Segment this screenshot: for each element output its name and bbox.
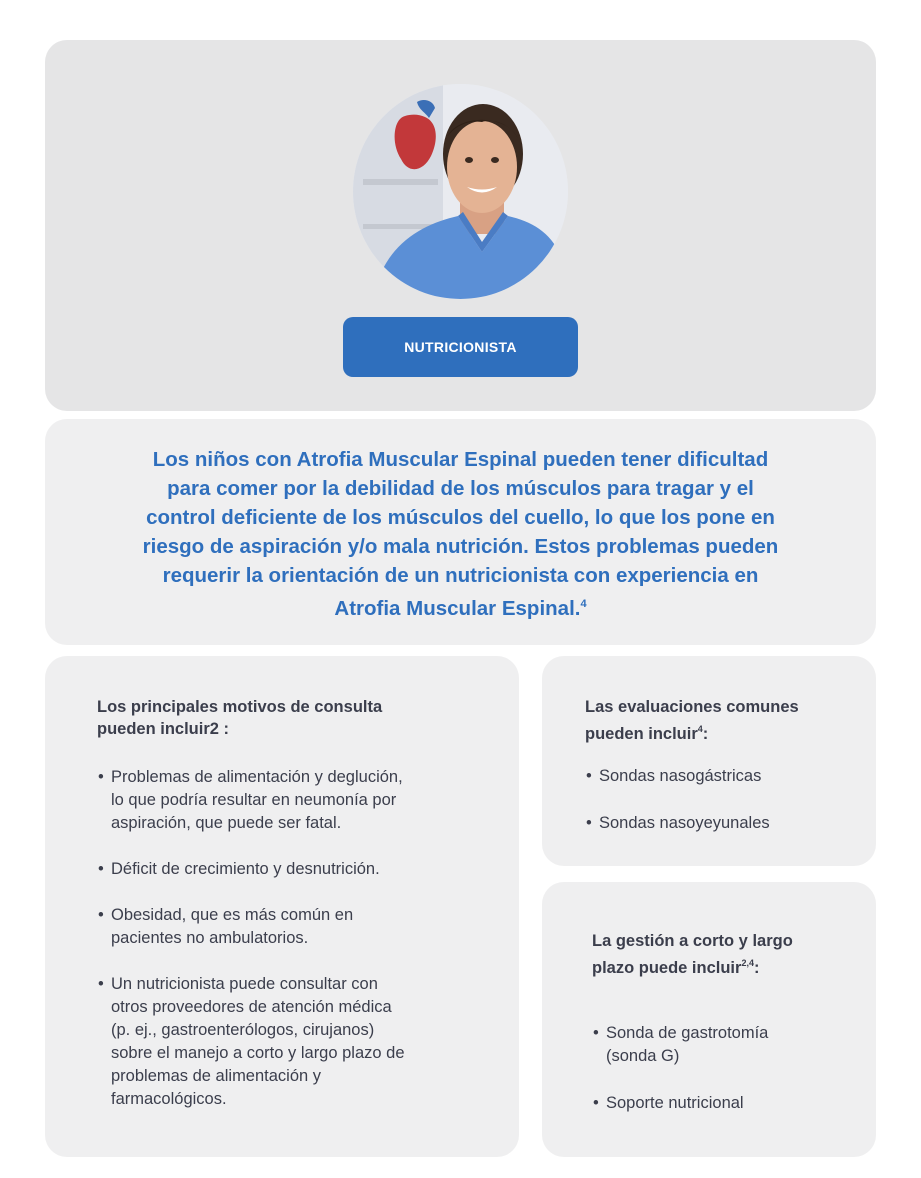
evaluations-heading	[585, 696, 799, 745]
intro-line: Atrofia Muscular Espinal.	[334, 597, 581, 620]
management-card	[542, 882, 876, 1157]
intro-line: para comer por la debilidad de los músculos para tragar y el	[167, 477, 754, 500]
nutritionist-avatar-photo	[353, 84, 568, 299]
bullet-icon: •	[98, 768, 104, 786]
intro-line: riesgo de aspiración y/o mala nutrición. Estos problemas pueden	[142, 535, 779, 558]
list-item-line: otros proveedores de atención médica	[111, 998, 392, 1016]
list-item	[97, 858, 497, 881]
management-heading-text: plazo puede incluir	[592, 959, 742, 977]
management-list	[592, 1022, 852, 1115]
heading-colon: :	[702, 725, 709, 743]
intro-line: control deficiente de los músculos del cuello, lo que los pone en	[146, 506, 775, 529]
profile-card	[45, 40, 876, 411]
evaluations-list	[585, 765, 855, 835]
list-item-text: Sondas nasoyeyunales	[599, 814, 770, 832]
reference-superscript: 4	[697, 724, 703, 734]
list-item	[585, 812, 855, 835]
bullet-icon: •	[593, 1094, 599, 1112]
list-item	[592, 1022, 852, 1068]
list-item-line: Obesidad, que es más común en	[111, 906, 354, 924]
bullet-icon: •	[98, 975, 104, 993]
list-item-line: (sonda G)	[606, 1047, 680, 1065]
bullet-icon: •	[593, 1024, 599, 1042]
list-item-line: farmacológicos.	[111, 1090, 227, 1108]
list-item-text: Sondas nasogástricas	[599, 767, 762, 785]
intro-card	[45, 419, 876, 645]
intro-line: Los niños con Atrofia Muscular Espinal pueden tener dificultad	[152, 448, 769, 471]
intro-line-last	[85, 590, 836, 623]
list-item	[585, 765, 855, 788]
list-item-line: Problemas de alimentación y deglución,	[111, 768, 403, 786]
evaluations-heading-line2	[585, 718, 799, 745]
intro-paragraph	[85, 445, 836, 623]
list-item-line: aspiración, que puede ser fatal.	[111, 814, 342, 832]
list-item	[97, 973, 497, 1111]
management-heading-line: La gestión a corto y largo	[592, 932, 793, 950]
intro-line: requerir la orientación de un nutricionista con experiencia en	[162, 564, 759, 587]
evaluations-heading-line: Las evaluaciones comunes	[585, 698, 799, 716]
list-item	[592, 1092, 852, 1115]
list-item-line: problemas de alimentación y	[111, 1067, 322, 1085]
management-heading	[592, 930, 793, 979]
bullet-icon: •	[98, 860, 104, 878]
list-item-line: Soporte nutricional	[606, 1094, 744, 1112]
management-heading-line2	[592, 952, 793, 979]
list-item	[97, 904, 497, 950]
consultation-reasons-card	[45, 656, 519, 1157]
reasons-list	[97, 766, 497, 1111]
evaluations-heading-text: pueden incluir	[585, 725, 698, 743]
list-item-line: Déficit de crecimiento y desnutrición.	[111, 860, 380, 878]
evaluations-card	[542, 656, 876, 866]
list-item-line: Un nutricionista puede consultar con	[111, 975, 378, 993]
list-item-line: pacientes no ambulatorios.	[111, 929, 309, 947]
list-item-line: Sonda de gastrotomía	[606, 1024, 769, 1042]
bullet-icon: •	[586, 767, 592, 785]
reasons-heading	[97, 696, 382, 740]
reasons-heading-line: Los principales motivos de consulta	[97, 698, 383, 716]
list-item	[97, 766, 497, 835]
role-button-nutricionista[interactable]: NUTRICIONISTA	[343, 317, 578, 377]
bullet-icon: •	[586, 814, 592, 832]
heading-colon: :	[753, 959, 760, 977]
reference-superscript: 2,4	[741, 958, 754, 968]
reasons-heading-line: pueden incluir2 :	[97, 720, 230, 738]
bullet-icon: •	[98, 906, 104, 924]
list-item-line: lo que podría resultar en neumonía por	[111, 791, 397, 809]
list-item-line: sobre el manejo a corto y largo plazo de	[111, 1044, 405, 1062]
list-item-line: (p. ej., gastroenterólogos, cirujanos)	[111, 1021, 375, 1039]
reference-superscript: 4	[580, 598, 587, 610]
